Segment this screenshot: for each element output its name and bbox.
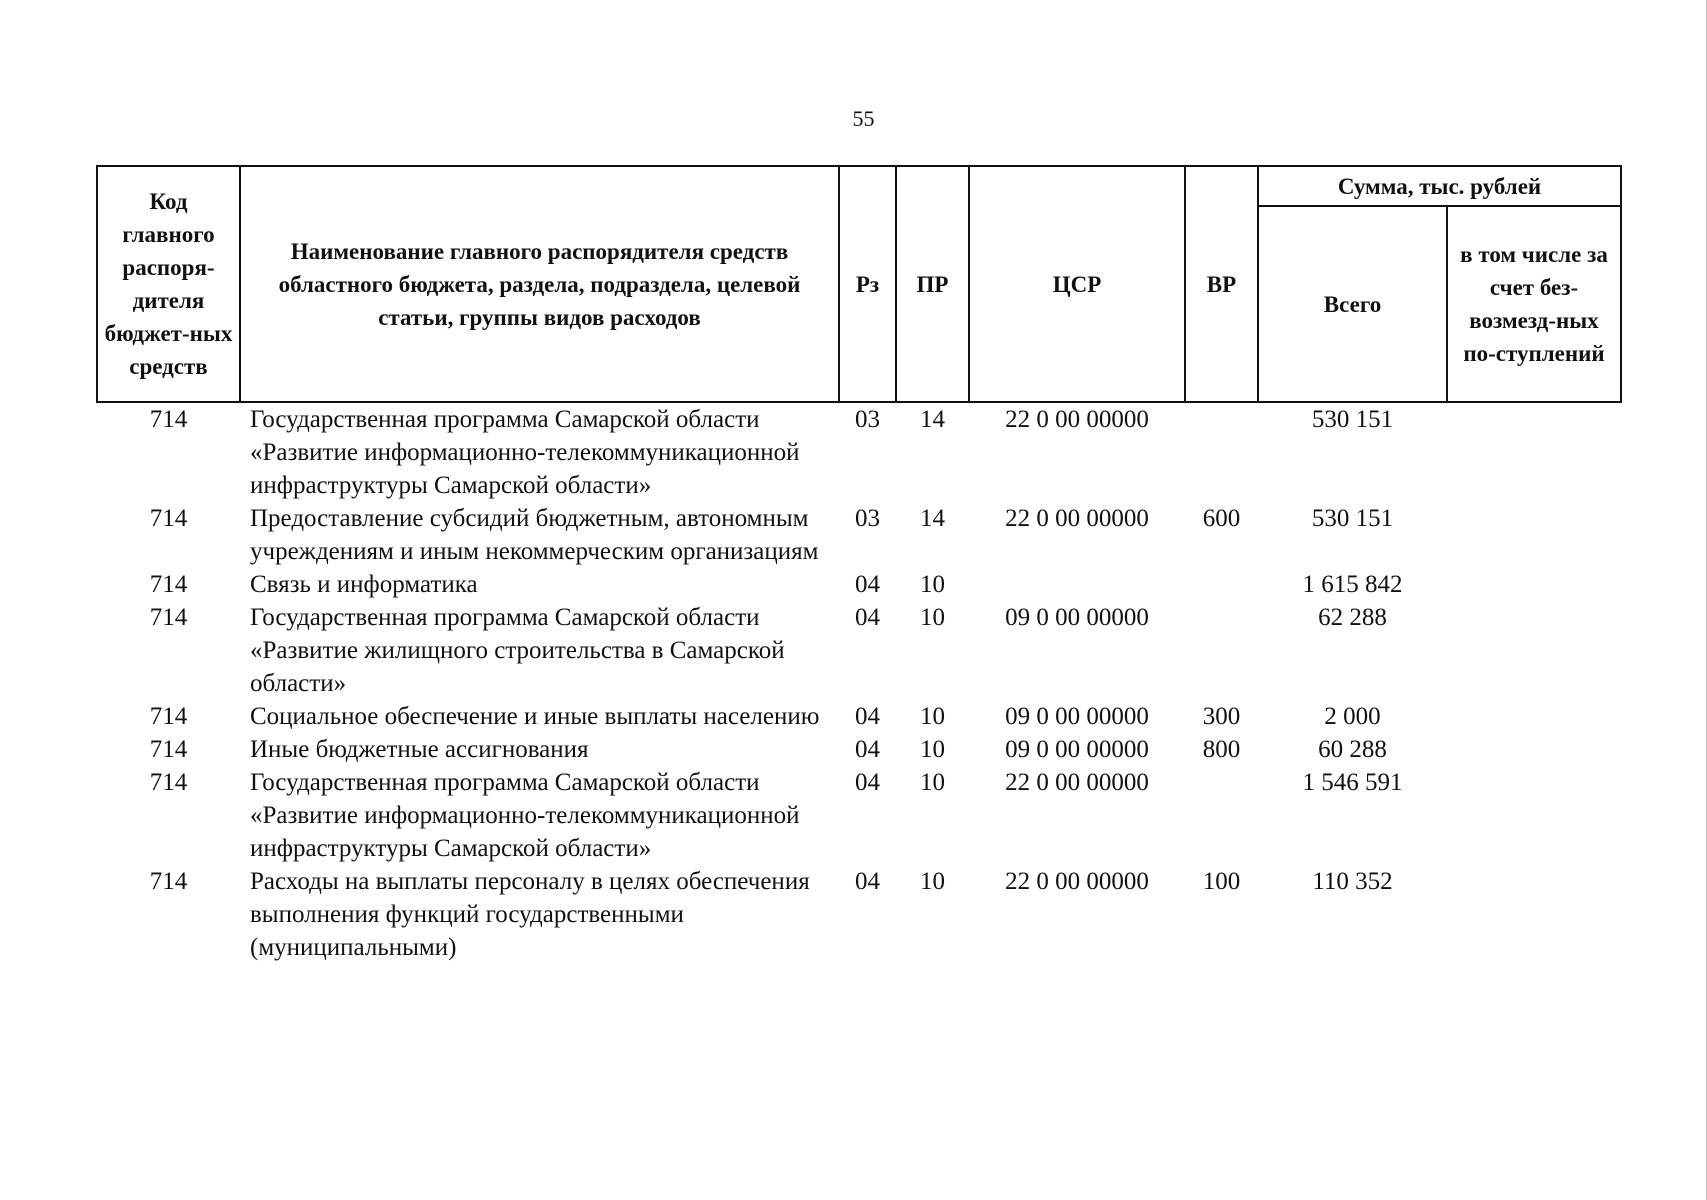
cell-total: 110 352 [1312, 868, 1393, 895]
cell-total: 1 615 842 [1302, 571, 1403, 598]
table-row [97, 766, 1621, 865]
cell-code: 714 [149, 769, 188, 796]
header-code: Код главного распоря-дителя бюджет-ных средств [97, 166, 240, 402]
cell-total: 62 288 [1318, 604, 1387, 631]
cell-pr: 10 [920, 868, 945, 895]
cell-rz: 04 [855, 703, 880, 730]
cell-rz: 04 [855, 736, 880, 763]
header-sum: Сумма, тыс. рублей [1258, 166, 1621, 206]
cell-name: Государственная программа Самарской области «Развитие жилищного строительства в Самарской области» [250, 604, 785, 697]
cell-name: Иные бюджетные ассигнования [250, 736, 589, 763]
cell-csr: 22 0 00 00000 [1005, 868, 1149, 895]
cell-name: Государственная программа Самарской области «Развитие информационно-телекоммуникационной инфраструктуры Самарской области» [250, 406, 800, 499]
cell-csr: 09 0 00 00000 [1005, 736, 1149, 763]
cell-total: 2 000 [1324, 703, 1381, 730]
cell-total: 530 151 [1311, 505, 1394, 532]
header-vr: ВР [1185, 166, 1258, 402]
cell-free [1447, 700, 1621, 733]
cell-rz: 04 [855, 868, 880, 895]
cell-pr: 14 [920, 406, 945, 433]
table-body [97, 402, 1621, 964]
cell-csr: 09 0 00 00000 [1005, 604, 1149, 631]
cell-vr [1185, 568, 1258, 601]
header-rz: Рз [839, 166, 896, 402]
table-row [97, 568, 1621, 601]
cell-vr [1185, 402, 1258, 502]
cell-vr: 100 [1202, 868, 1241, 895]
table-row [97, 601, 1621, 700]
cell-code: 714 [149, 604, 188, 631]
cell-code: 714 [149, 571, 188, 598]
cell-rz: 04 [855, 571, 880, 598]
cell-name: Государственная программа Самарской области «Развитие информационно-телекоммуникационной инфраструктуры Самарской области» [250, 769, 800, 862]
cell-free [1447, 733, 1621, 766]
cell-vr [1185, 766, 1258, 865]
cell-name: Социальное обеспечение и иные выплаты населению [250, 703, 820, 730]
cell-csr: 22 0 00 00000 [1005, 769, 1149, 796]
cell-pr: 10 [920, 604, 945, 631]
header-name: Наименование главного распорядителя средств областного бюджета, раздела, подраздела, целевой статьи, группы видов расходов [240, 166, 839, 402]
cell-pr: 14 [920, 505, 945, 532]
cell-vr: 300 [1202, 703, 1241, 730]
cell-vr: 600 [1202, 505, 1241, 532]
cell-vr [1185, 601, 1258, 700]
cell-pr: 10 [920, 736, 945, 763]
budget-table-wrap [96, 165, 1622, 964]
cell-csr: 22 0 00 00000 [1005, 406, 1149, 433]
cell-pr: 10 [920, 703, 945, 730]
cell-free [1447, 568, 1621, 601]
cell-total: 1 546 591 [1302, 769, 1403, 796]
cell-code: 714 [149, 868, 188, 895]
budget-table [96, 165, 1622, 964]
cell-code: 714 [149, 703, 188, 730]
header-total: Всего [1258, 206, 1447, 402]
cell-free [1447, 502, 1621, 568]
table-row [97, 502, 1621, 568]
cell-total: 60 288 [1318, 736, 1387, 763]
table-row [97, 865, 1621, 964]
cell-rz: 04 [855, 604, 880, 631]
cell-name: Связь и информатика [250, 571, 478, 598]
cell-rz: 03 [855, 406, 880, 433]
header-free: в том числе за счет без-возмезд-ных по-ступлений [1447, 206, 1621, 402]
cell-csr [969, 568, 1185, 601]
cell-rz: 03 [855, 505, 880, 532]
cell-free [1447, 766, 1621, 865]
table-row [97, 402, 1621, 502]
cell-total: 530 151 [1311, 406, 1394, 433]
cell-free [1447, 601, 1621, 700]
cell-free [1447, 402, 1621, 502]
cell-vr: 800 [1202, 736, 1241, 763]
cell-free [1447, 865, 1621, 964]
cell-name: Предоставление субсидий бюджетным, автономным учреждениям и иным некоммерческим организациям [250, 505, 819, 565]
cell-pr: 10 [920, 571, 945, 598]
cell-code: 714 [149, 505, 188, 532]
cell-name: Расходы на выплаты персоналу в целях обеспечения выполнения функций государственными (муниципальными) [250, 868, 810, 961]
table-row [97, 733, 1621, 766]
cell-rz: 04 [855, 769, 880, 796]
page-number: 55 [852, 106, 875, 131]
table-row [97, 700, 1621, 733]
cell-code: 714 [149, 736, 188, 763]
table-header [97, 166, 1621, 402]
cell-code: 714 [149, 406, 188, 433]
header-csr: ЦСР [969, 166, 1185, 402]
cell-csr: 22 0 00 00000 [1005, 505, 1149, 532]
header-pr: ПР [896, 166, 969, 402]
cell-csr: 09 0 00 00000 [1005, 703, 1149, 730]
cell-pr: 10 [920, 769, 945, 796]
